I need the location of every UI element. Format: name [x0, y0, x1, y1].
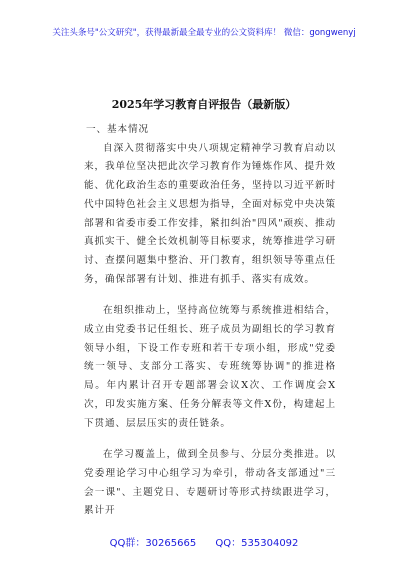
- header-note: 关注头条号"公文研究"，获得最新最全最专业的公文资料库！ 微信：gongwenyj: [52, 28, 356, 38]
- paragraph: 在学习覆盖上，做到全员参与、分层分类推进。以党委理论学习中心组学习为牵引，带动各支部通过"三会一课"、主题党日、专题研讨等形式持续跟进学习，累计开: [84, 449, 336, 517]
- paragraph: 自深入贯彻落实中央八项规定精神学习教育启动以来，我单位坚决把此次学习教育作为锤炼作风、提升效能、优化政治生态的重要政治任务，坚持以习近平新时代中国特色社会主义思想为指导，全面对标党中央决策部署和省委市委工作安排，紧扣纠治"四风"顽疾、推动真抓实干、健全长效机制等目标要求，统筹推进学习研讨、查摆问题集中整治、开门教育，组织领导等重点任务，确保部署有计划、推进有抓手、落实有成效。: [84, 142, 336, 285]
- document-body: [84, 121, 336, 534]
- footer-qq-group: QQ群：30265665: [109, 538, 197, 549]
- footer-qq: QQ：535304092: [215, 538, 299, 549]
- paragraph: 在组织推动上，坚持高位统筹与系统推进相结合，成立由党委书记任组长、班子成员为副组长的学习教育领导小组，下设工作专班和若干专项小组，形成"党委统一领导、支部分工落实、专班统筹协调"的推进格局。年内累计召开专题部署会议X次、工作调度会X次，印发实施方案、任务分解表等文件X份，构建起上下贯通、层层压实的责任链条。: [84, 305, 336, 429]
- section-heading: 一、基本情况: [86, 124, 149, 135]
- footer-contact: [0, 534, 408, 549]
- document-title: 2025年学习教育自评报告（最新版）: [111, 98, 297, 111]
